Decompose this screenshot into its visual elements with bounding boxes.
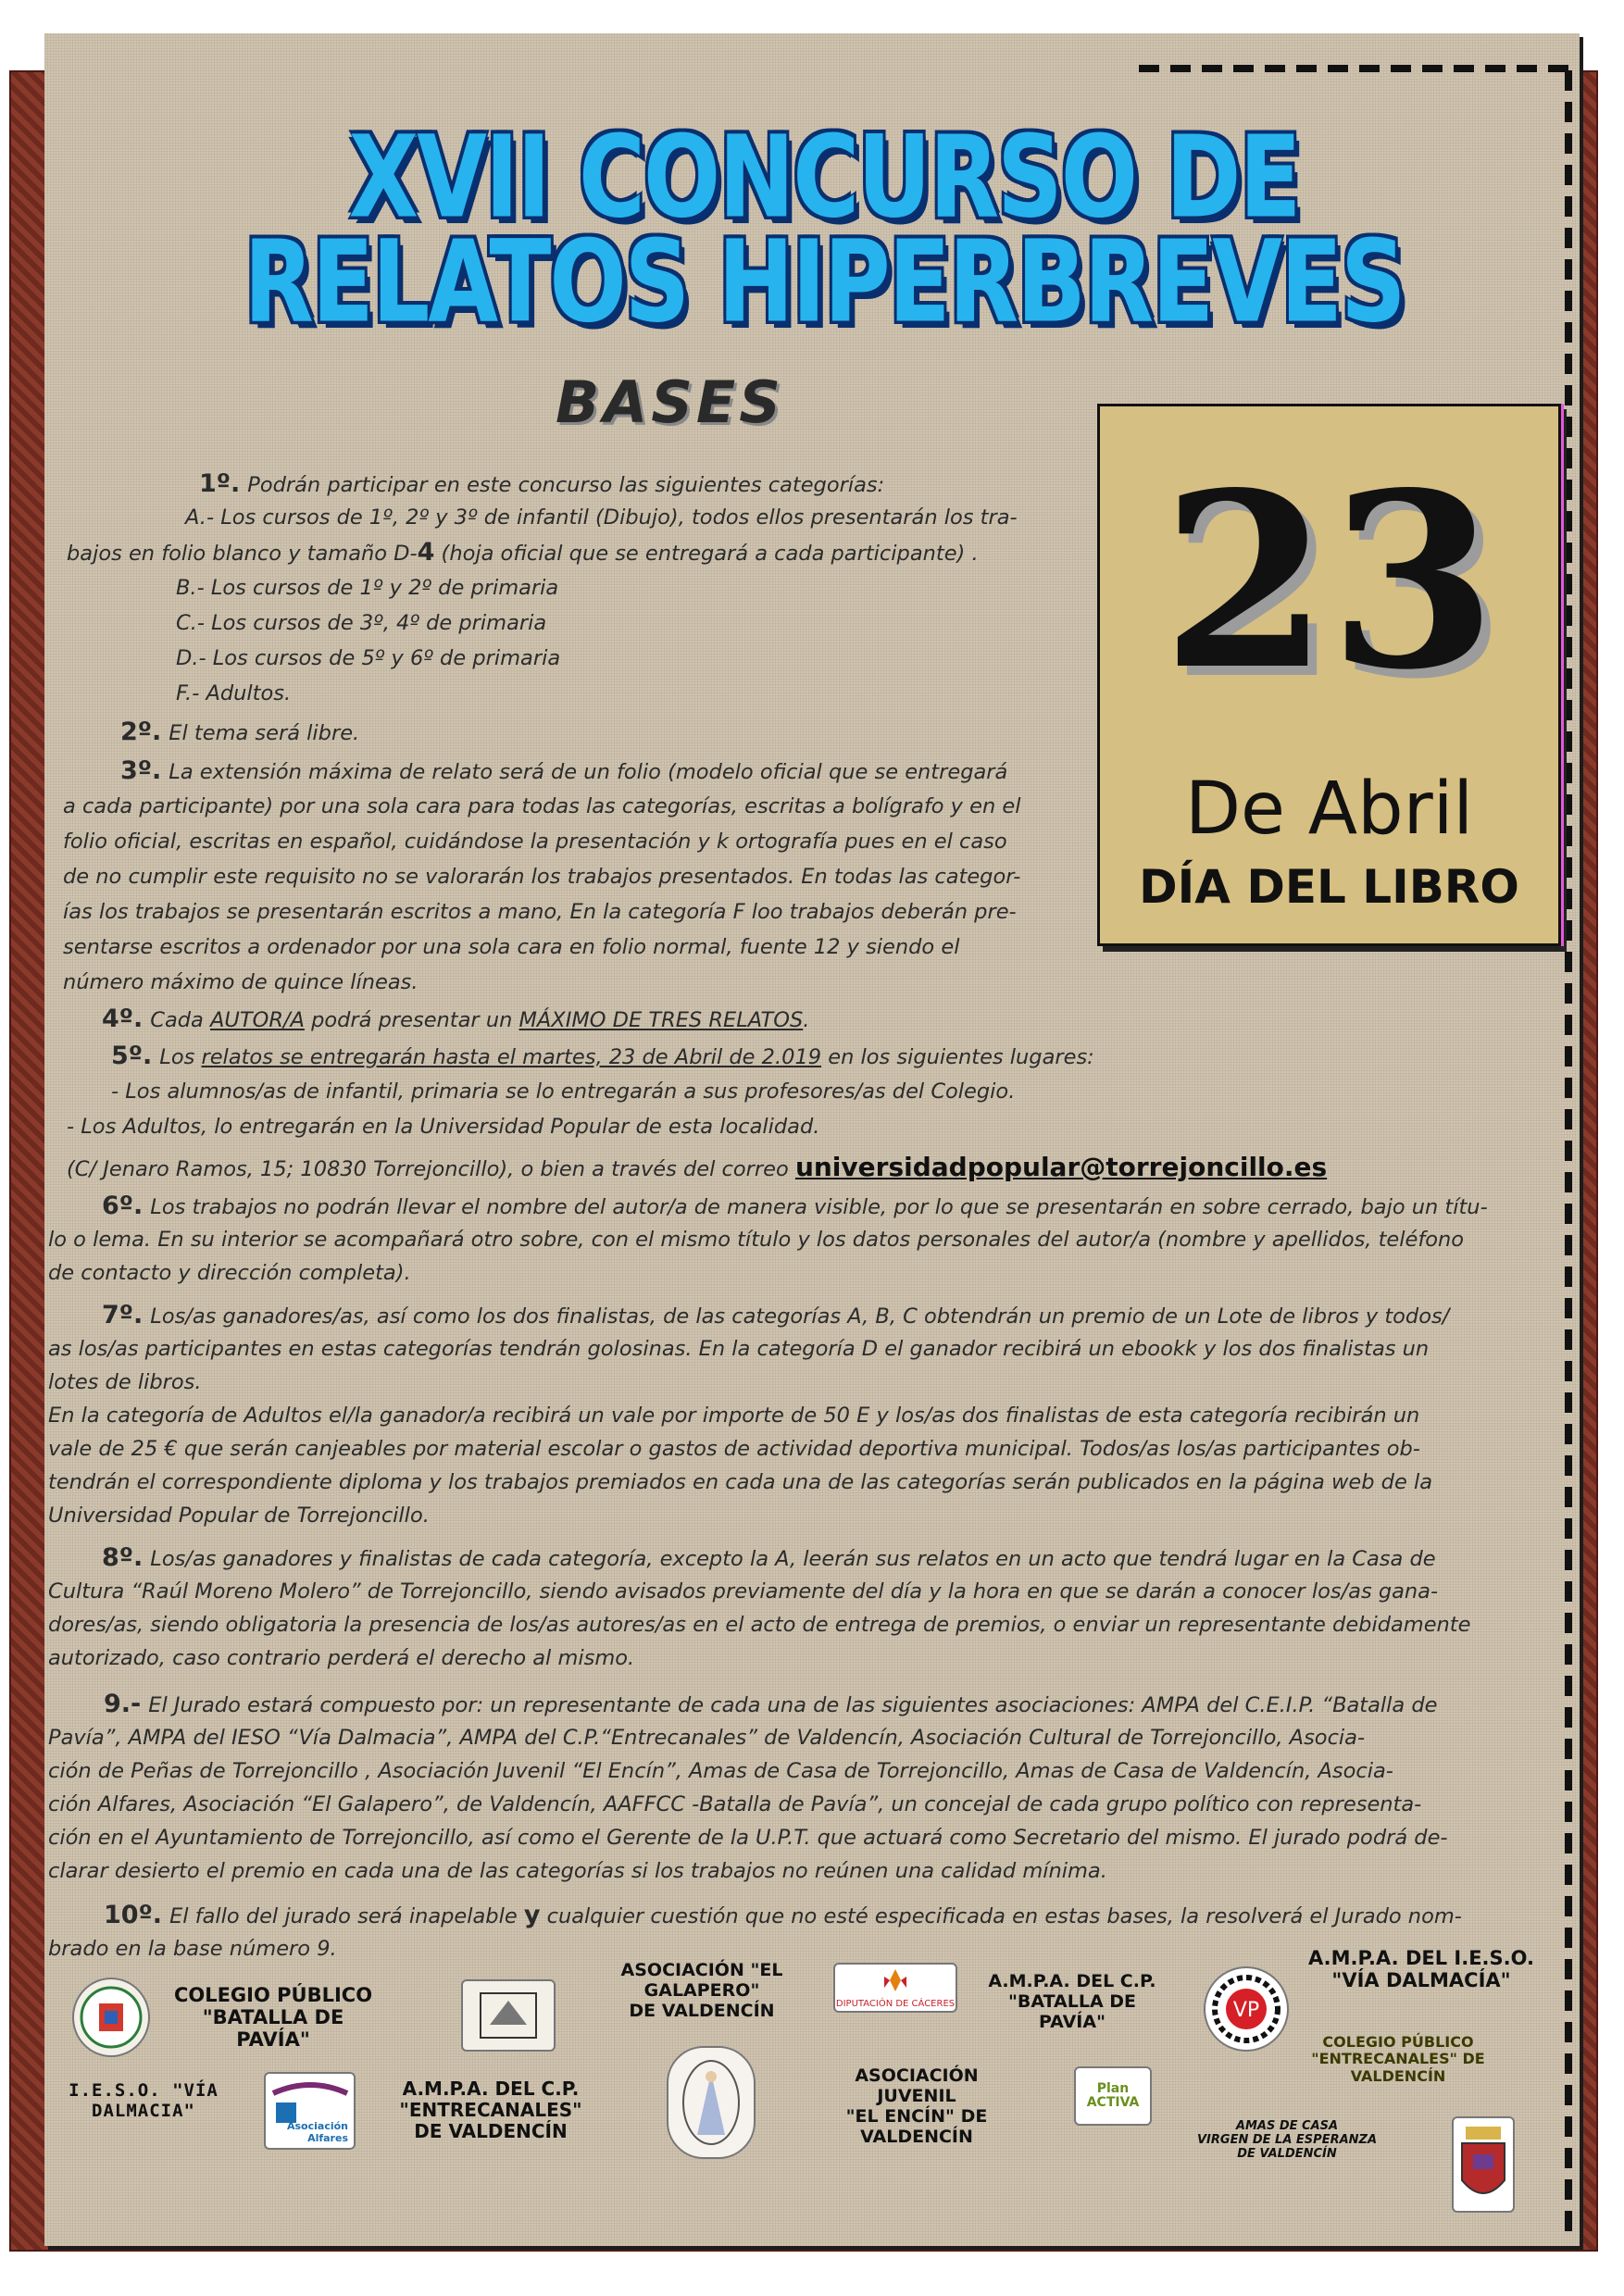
rule-6-line3: de contacto y dirección completa). — [48, 1261, 411, 1285]
title-line-2: RELATOS HIPERBREVES — [244, 216, 1405, 349]
rule-3-line3: folio oficial, escritas en español, cuidándose la presentación y k ortografía pues en el caso — [63, 830, 1007, 854]
rule-1-heading: 1º. Podrán participar en este concurso las siguientes categorías: — [199, 469, 885, 498]
colegio-batalla-logo — [72, 1978, 150, 2057]
ampa-ieso-label: A.M.P.A. DEL I.E.S.O. "VÍA DALMACÍA" — [1308, 1947, 1534, 1992]
virgin-figure-icon — [679, 2056, 743, 2149]
rule-5-line4: (C/ Jenaro Ramos, 15; 10830 Torrejoncillo), o bien a través del correo universidadpopular@torrejoncillo.es — [67, 1152, 1328, 1182]
rule-5-line1: 5º. Los relatos se entregarán hasta el martes, 23 de Abril de 2.019 en los siguientes lugares: — [111, 1042, 1094, 1070]
rule-3-line6: sentarse escritos a ordenador por una sola cara en folio normal, fuente 12 y siendo el — [63, 935, 960, 959]
rule-3-line4: de no cumplir este requisito no se valorarán los trabajos presentados. En todas las categor- — [63, 865, 1021, 889]
alfares-label: Asociación Alfares — [286, 2120, 348, 2144]
rule-7-line3: lotes de libros. — [48, 1370, 202, 1394]
rule-1-a-line1: A.- Los cursos de 1º, 2º y 3º de infantil (Dibujo), todos ellos presentarán los tra- — [185, 505, 1018, 530]
diputacion-icon — [877, 1967, 914, 1993]
amas-casa-label: AMAS DE CASA VIRGEN DE LA ESPERANZA DE VALDENCÍN — [1196, 2119, 1378, 2161]
date-month: De Abril — [1184, 767, 1474, 851]
date-box — [1097, 404, 1561, 946]
rule-2: 2º. El tema será libre. — [120, 718, 360, 746]
rule-6-line1: 6º. Los trabajos no podrán llevar el nombre del autor/a de manera visible, por lo que se presentarán en sobre cerrado, bajo un títu- — [102, 1192, 1488, 1220]
rule-1-f: F.- Adultos. — [176, 681, 292, 705]
rule-9-line3: ción de Peñas de Torrejoncillo , Asociación Juvenil “El Encín”, Amas de Casa de Torrejoncillo, Amas de Casa de Valdencín, Asocia- — [48, 1759, 1393, 1783]
rule-5-line3: - Los Adultos, lo entregarán en la Universidad Popular de esta localidad. — [67, 1115, 820, 1139]
svg-text:VP: VP — [1232, 1999, 1260, 2022]
rule-8-line2: Cultura “Raúl Moreno Molero” de Torrejoncillo, siendo avisados previamente del día y la hora en que se darán a conocer los/as gana- — [48, 1579, 1439, 1603]
ampa-batalla-label: A.M.P.A. DEL C.P. "BATALLA DE PAVÍA" — [988, 1971, 1156, 2032]
date-label: DÍA DEL LIBRO — [1139, 860, 1519, 914]
rule-1-d: D.- Los cursos de 5º y 6º de primaria — [176, 646, 561, 670]
dashed-border-top — [1139, 65, 1574, 72]
coat-of-arms-icon — [1456, 2121, 1510, 2208]
rule-7-line7: Universidad Popular de Torrejoncillo. — [48, 1504, 430, 1528]
rule-1-a-line2: bajos en folio blanco y tamaño D-4 (hoja oficial que se entregará a cada participante) . — [67, 538, 979, 567]
rule-4: 4º. Cada AUTOR/A podrá presentar un MÁXIMO DE TRES RELATOS. — [102, 1004, 810, 1033]
juvenil-label: ASOCIACIÓN JUVENIL "EL ENCÍN" DE VALDENCÍN — [845, 2065, 988, 2147]
rule-3-line7: número máximo de quince líneas. — [63, 970, 418, 994]
date-day: 23 — [1161, 441, 1497, 723]
colegio-batalla-label: COLEGIO PÚBLICO "BATALLA DE PAVÍA" — [173, 1984, 373, 2052]
ampa-entrecanales-label: A.M.P.A. DEL C.P. "ENTRECANALES" DE VALDENCÍN — [399, 2078, 582, 2142]
colegio-entrecanales-label: COLEGIO PÚBLICO "ENTRECANALES" DE VALDENCÍN — [1311, 2033, 1485, 2085]
rule-3-line2: a cada participante) por una sola cara para todas las categorías, escritas a bolígrafo y en el — [63, 794, 1021, 818]
diputacion-logo — [833, 1963, 957, 2013]
rule-8-line3: dores/as, siendo obligatoria la presencia de los/as autores/as en el acto de entrega de premios, o enviar un representante debidamente — [48, 1613, 1471, 1637]
rule-9-line2: Pavía”, AMPA del IESO “Vía Dalmacia”, AMPA del C.P.“Entrecanales” de Valdencín, Asociación Cultural de Torrejoncillo, Asocia- — [48, 1726, 1366, 1750]
rule-6-line2: lo o lema. En su interior se acompañará otro sobre, con el mismo título y los datos personales del autor/a (nombre y apellidos, teléfono — [48, 1228, 1465, 1252]
rule-7-line4: En la categoría de Adultos el/la ganador/a recibirá un vale por importe de 50 E y los/as dos finalistas de esta categoría recibirán un — [48, 1404, 1420, 1428]
rule-7-line5: vale de 25 € que serán canjeables por material escolar o gastos de actividad deportiva municipal. Todos/as los/as participantes ob- — [48, 1437, 1420, 1461]
ampa-ieso-logo — [1204, 1966, 1289, 2052]
town-coat-of-arms — [1452, 2116, 1515, 2213]
rule-3-line1: 3º. La extensión máxima de relato será de un folio (modelo oficial que se entregará — [120, 756, 1008, 785]
ieso-via-label: I.E.S.O. "VÍA DALMACIA" — [69, 2080, 219, 2121]
rule-1-b: B.- Los cursos de 1º y 2º de primaria — [176, 576, 559, 600]
rule-9-line1: 9.- El Jurado estará compuesto por: un representante de cada una de las siguientes asociaciones: AMPA del C.E.I.P. “Batalla de — [104, 1690, 1438, 1718]
school-seal-logo — [461, 1979, 556, 2052]
rule-3-line5: ías los trabajos se presentarán escritos a mano, En la categoría F loo trabajos deberán pre- — [63, 900, 1017, 924]
school-crest-icon — [79, 1985, 144, 2050]
rule-10-line2: brado en la base número 9. — [48, 1937, 337, 1961]
rule-9-line5: ción en el Ayuntamiento de Torrejoncillo, así como el Gerente de la U.P.T. que actuará como Secretario del mismo. El jurado podrá de- — [48, 1826, 1448, 1850]
rule-7-line1: 7º. Los/as ganadores/as, así como los dos finalistas, de las categorías A, B, C obtendrán un premio de un Lote de libros y todos/ — [102, 1301, 1450, 1329]
diputacion-label: DIPUTACIÓN DE CÁCERES — [835, 1999, 956, 2009]
gear-emblem-icon — [1209, 1972, 1283, 2046]
rule-10-line1: 10º. El fallo del jurado será inapelable y cualquier cuestión que no esté especificada en estas bases, la resolverá el Jurado nom- — [104, 1901, 1462, 1929]
rule-9-line6: clarar desierto el premio en cada una de las categorías si los trabajos no reúnen una calidad mínima. — [48, 1859, 1107, 1883]
rule-8-line4: autorizado, caso contrario perderá el derecho al mismo. — [48, 1646, 635, 1670]
seal-icon — [471, 1988, 545, 2043]
title-line-1: XVII CONCURSO DE — [348, 111, 1300, 244]
plan-activa-logo — [1074, 2066, 1152, 2126]
rule-7-line6: tendrán el correspondiente diploma y los trabajos premiados en cada una de las categorías serán publicados en la página web de la — [48, 1470, 1432, 1494]
galapero-label: ASOCIACIÓN "EL GALAPERO" DE VALDENCÍN — [620, 1960, 783, 2021]
dashed-border-right — [1565, 65, 1572, 2231]
contact-email[interactable]: universidadpopular@torrejoncillo.es — [794, 1152, 1328, 1182]
bases-heading: BASES — [556, 368, 784, 436]
rule-9-line4: ción Alfares, Asociación “El Galapero”, de Valdencín, AAFFCC -Batalla de Pavía”, un concejal de cada grupo político con representa- — [48, 1792, 1422, 1816]
alfares-logo — [264, 2072, 356, 2150]
rule-1-c: C.- Los cursos de 3º, 4º de primaria — [176, 611, 547, 635]
virgen-logo — [667, 2046, 756, 2159]
rule-8-line1: 8º. Los/as ganadores y finalistas de cada categoría, excepto la A, leerán sus relatos en un acto que tendrá lugar en la Casa de — [102, 1543, 1436, 1572]
rule-5-line2: - Los alumnos/as de infantil, primaria se lo entregarán a sus profesores/as del Colegio. — [111, 1079, 1016, 1104]
plan-activa-label: Plan ACTIVA — [1086, 2080, 1140, 2110]
rule-7-line2: as los/as participantes en estas categorías tendrán golosinas. En la categoría D el ganador recibirá un ebookk y los dos finalistas un — [48, 1337, 1430, 1361]
